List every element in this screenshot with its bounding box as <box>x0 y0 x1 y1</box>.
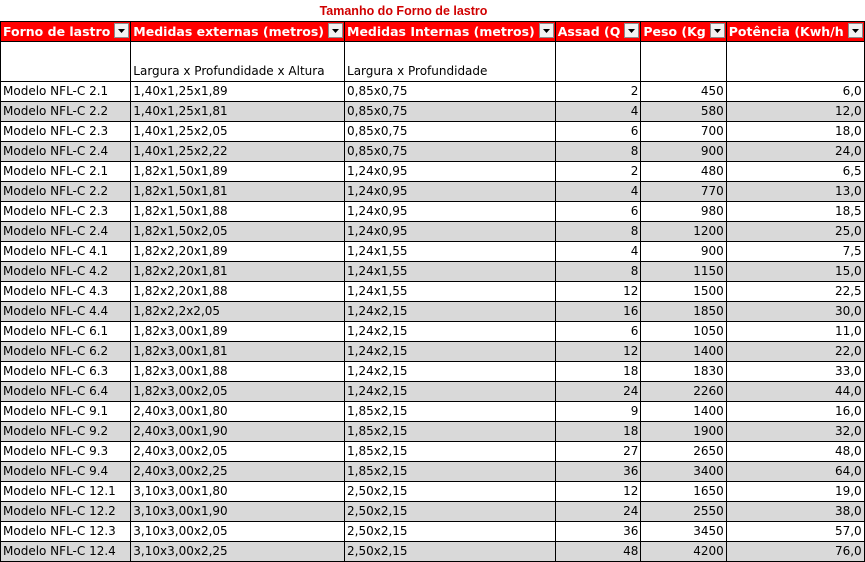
header-assadeiras: Assad (Q <box>555 22 641 42</box>
table-row <box>1 202 865 222</box>
table-row <box>1 382 865 402</box>
model-cell[interactable]: Modelo NFL-C 9.4 <box>1 462 131 482</box>
subheader-internal[interactable]: Largura x Profundidade <box>345 42 556 82</box>
internal-cell[interactable]: 1,85x2,15 <box>345 422 556 442</box>
peso-cell[interactable]: 900 <box>641 142 726 162</box>
external-cell[interactable]: 3,10x3,00x1,80 <box>131 482 345 502</box>
potencia-cell[interactable]: 13,0 <box>726 182 864 202</box>
model-cell[interactable]: Modelo NFL-C 6.3 <box>1 362 131 382</box>
table-row <box>1 82 865 102</box>
model-cell[interactable]: Modelo NFL-C 12.2 <box>1 502 131 522</box>
assad-cell[interactable]: 24 <box>555 502 641 522</box>
potencia-cell[interactable]: 32,0 <box>726 422 864 442</box>
model-cell[interactable]: Modelo NFL-C 6.1 <box>1 322 131 342</box>
peso-cell[interactable]: 2260 <box>641 382 726 402</box>
assad-cell[interactable]: 6 <box>555 122 641 142</box>
potencia-cell[interactable]: 57,0 <box>726 522 864 542</box>
header-potencia: Potência (Kwh/h <box>726 22 864 42</box>
table-row <box>1 262 865 282</box>
peso-cell[interactable]: 3400 <box>641 462 726 482</box>
assad-cell[interactable]: 2 <box>555 162 641 182</box>
internal-cell[interactable]: 1,24x0,95 <box>345 182 556 202</box>
internal-cell[interactable]: 1,24x2,15 <box>345 322 556 342</box>
table-row <box>1 282 865 302</box>
peso-cell[interactable]: 2650 <box>641 442 726 462</box>
potencia-cell[interactable]: 6,0 <box>726 82 864 102</box>
forno-table <box>0 21 865 562</box>
potencia-cell[interactable]: 12,0 <box>726 102 864 122</box>
internal-cell[interactable]: 0,85x0,75 <box>345 102 556 122</box>
table-row <box>1 422 865 442</box>
potencia-cell[interactable]: 6,5 <box>726 162 864 182</box>
model-cell[interactable]: Modelo NFL-C 4.4 <box>1 302 131 322</box>
assad-cell[interactable]: 8 <box>555 142 641 162</box>
peso-cell[interactable]: 1900 <box>641 422 726 442</box>
model-cell[interactable]: Modelo NFL-C 2.3 <box>1 122 131 142</box>
potencia-cell[interactable]: 22,5 <box>726 282 864 302</box>
table-row <box>1 102 865 122</box>
peso-cell[interactable]: 2550 <box>641 502 726 522</box>
potencia-cell[interactable]: 76,0 <box>726 542 864 562</box>
internal-cell[interactable]: 1,24x0,95 <box>345 162 556 182</box>
assad-cell[interactable]: 4 <box>555 242 641 262</box>
model-cell[interactable]: Modelo NFL-C 2.4 <box>1 142 131 162</box>
potencia-cell[interactable]: 38,0 <box>726 502 864 522</box>
table-row <box>1 302 865 322</box>
model-cell[interactable]: Modelo NFL-C 4.2 <box>1 262 131 282</box>
model-cell[interactable]: Modelo NFL-C 6.4 <box>1 382 131 402</box>
table-row <box>1 462 865 482</box>
header-forno: Forno de lastro <box>1 22 131 42</box>
assad-cell[interactable]: 9 <box>555 402 641 422</box>
external-cell[interactable]: 1,82x3,00x1,88 <box>131 362 345 382</box>
table-row <box>1 122 865 142</box>
peso-cell[interactable]: 1150 <box>641 262 726 282</box>
external-cell[interactable]: 2,40x3,00x2,25 <box>131 462 345 482</box>
table-row <box>1 322 865 342</box>
peso-cell[interactable]: 1500 <box>641 282 726 302</box>
internal-cell[interactable]: 1,24x1,55 <box>345 282 556 302</box>
internal-cell[interactable]: 1,24x0,95 <box>345 202 556 222</box>
peso-cell[interactable]: 1650 <box>641 482 726 502</box>
potencia-cell[interactable]: 19,0 <box>726 482 864 502</box>
potencia-cell[interactable]: 18,0 <box>726 122 864 142</box>
potencia-cell[interactable]: 30,0 <box>726 302 864 322</box>
model-cell[interactable]: Modelo NFL-C 9.1 <box>1 402 131 422</box>
external-cell[interactable]: 1,82x3,00x2,05 <box>131 382 345 402</box>
model-cell[interactable]: Modelo NFL-C 4.3 <box>1 282 131 302</box>
potencia-cell[interactable]: 7,5 <box>726 242 864 262</box>
peso-cell[interactable]: 1400 <box>641 402 726 422</box>
external-cell[interactable]: 2,40x3,00x1,90 <box>131 422 345 442</box>
peso-cell[interactable]: 450 <box>641 82 726 102</box>
assad-cell[interactable]: 18 <box>555 422 641 442</box>
external-cell[interactable]: 1,40x1,25x2,05 <box>131 122 345 142</box>
potencia-cell[interactable]: 44,0 <box>726 382 864 402</box>
table-row <box>1 242 865 262</box>
internal-cell[interactable]: 2,50x2,15 <box>345 482 556 502</box>
table-row <box>1 342 865 362</box>
internal-cell[interactable]: 1,24x1,55 <box>345 242 556 262</box>
cell[interactable] <box>1 42 131 82</box>
peso-cell[interactable]: 3450 <box>641 522 726 542</box>
peso-cell[interactable]: 1050 <box>641 322 726 342</box>
peso-cell[interactable]: 480 <box>641 162 726 182</box>
sheet-title: Tamanho do Forno de lastro <box>319 4 488 18</box>
internal-cell[interactable]: 1,24x2,15 <box>345 382 556 402</box>
peso-cell[interactable]: 980 <box>641 202 726 222</box>
external-cell[interactable]: 3,10x3,00x2,25 <box>131 542 345 562</box>
table-row <box>1 482 865 502</box>
peso-cell[interactable]: 770 <box>641 182 726 202</box>
internal-cell[interactable]: 2,50x2,15 <box>345 542 556 562</box>
assad-cell[interactable]: 48 <box>555 542 641 562</box>
potencia-cell[interactable]: 18,5 <box>726 202 864 222</box>
external-cell[interactable]: 1,82x1,50x1,81 <box>131 182 345 202</box>
potencia-cell[interactable]: 33,0 <box>726 362 864 382</box>
potencia-cell[interactable]: 25,0 <box>726 222 864 242</box>
internal-cell[interactable]: 2,50x2,15 <box>345 502 556 522</box>
internal-cell[interactable]: 1,85x2,15 <box>345 462 556 482</box>
header-medidas-internas: Medidas Internas (metros) <box>345 22 556 42</box>
internal-cell[interactable]: 1,24x2,15 <box>345 362 556 382</box>
table-row <box>1 162 865 182</box>
cell[interactable] <box>555 42 641 82</box>
dropdown-arrow-icon <box>628 29 635 33</box>
internal-cell[interactable]: 1,24x2,15 <box>345 342 556 362</box>
table-row <box>1 222 865 242</box>
filter-potencia-button[interactable] <box>848 23 863 38</box>
peso-cell[interactable]: 700 <box>641 122 726 142</box>
dropdown-arrow-icon <box>543 29 550 33</box>
assad-cell[interactable]: 2 <box>555 82 641 102</box>
model-cell[interactable]: Modelo NFL-C 12.4 <box>1 542 131 562</box>
potencia-cell[interactable]: 11,0 <box>726 322 864 342</box>
subheader-external[interactable]: Largura x Profundidade x Altura <box>131 42 345 82</box>
external-cell[interactable]: 1,82x3,00x1,81 <box>131 342 345 362</box>
peso-cell[interactable]: 4200 <box>641 542 726 562</box>
external-cell[interactable]: 1,82x3,00x1,89 <box>131 322 345 342</box>
model-cell[interactable]: Modelo NFL-C 12.3 <box>1 522 131 542</box>
model-cell[interactable]: Modelo NFL-C 4.1 <box>1 242 131 262</box>
assad-cell[interactable]: 4 <box>555 102 641 122</box>
internal-cell[interactable]: 1,24x0,95 <box>345 222 556 242</box>
external-cell[interactable]: 1,82x2,20x1,89 <box>131 242 345 262</box>
assad-cell[interactable]: 4 <box>555 182 641 202</box>
assad-cell[interactable]: 18 <box>555 362 641 382</box>
assad-cell[interactable]: 36 <box>555 462 641 482</box>
peso-cell[interactable]: 1850 <box>641 302 726 322</box>
model-cell[interactable]: Modelo NFL-C 2.1 <box>1 162 131 182</box>
potencia-cell[interactable]: 64,0 <box>726 462 864 482</box>
subheader-row <box>1 42 865 82</box>
model-cell[interactable]: Modelo NFL-C 2.4 <box>1 222 131 242</box>
header-medidas-externas: Medidas externas (metros) <box>131 22 345 42</box>
assad-cell[interactable]: 6 <box>555 202 641 222</box>
internal-cell[interactable]: 1,85x2,15 <box>345 402 556 422</box>
model-cell[interactable]: Modelo NFL-C 9.2 <box>1 422 131 442</box>
peso-cell[interactable]: 1200 <box>641 222 726 242</box>
potencia-cell[interactable]: 15,0 <box>726 262 864 282</box>
table-row <box>1 402 865 422</box>
table-row <box>1 522 865 542</box>
external-cell[interactable]: 1,40x1,25x1,89 <box>131 82 345 102</box>
external-cell[interactable]: 1,40x1,25x2,22 <box>131 142 345 162</box>
external-cell[interactable]: 3,10x3,00x1,90 <box>131 502 345 522</box>
table-row <box>1 502 865 522</box>
external-cell[interactable]: 2,40x3,00x1,80 <box>131 402 345 422</box>
filter-peso-button[interactable] <box>710 23 725 38</box>
assad-cell[interactable]: 24 <box>555 382 641 402</box>
internal-cell[interactable]: 2,50x2,15 <box>345 522 556 542</box>
cell[interactable] <box>726 42 864 82</box>
potencia-cell[interactable]: 24,0 <box>726 142 864 162</box>
internal-cell[interactable]: 0,85x0,75 <box>345 82 556 102</box>
model-cell[interactable]: Modelo NFL-C 2.2 <box>1 182 131 202</box>
external-cell[interactable]: 1,40x1,25x1,81 <box>131 102 345 122</box>
filter-internas-button[interactable] <box>539 23 554 38</box>
external-cell[interactable]: 1,82x1,50x1,88 <box>131 202 345 222</box>
potencia-cell[interactable]: 48,0 <box>726 442 864 462</box>
model-cell[interactable]: Modelo NFL-C 9.3 <box>1 442 131 462</box>
model-cell[interactable]: Modelo NFL-C 2.1 <box>1 82 131 102</box>
external-cell[interactable]: 1,82x2,2x2,05 <box>131 302 345 322</box>
dropdown-arrow-icon <box>714 29 721 33</box>
model-cell[interactable]: Modelo NFL-C 2.2 <box>1 102 131 122</box>
dropdown-arrow-icon <box>118 29 125 33</box>
table-row <box>1 142 865 162</box>
assad-cell[interactable]: 6 <box>555 322 641 342</box>
header-row <box>1 22 865 42</box>
external-cell[interactable]: 1,82x1,50x2,05 <box>131 222 345 242</box>
assad-cell[interactable]: 36 <box>555 522 641 542</box>
internal-cell[interactable]: 0,85x0,75 <box>345 142 556 162</box>
model-cell[interactable]: Modelo NFL-C 6.2 <box>1 342 131 362</box>
potencia-cell[interactable]: 22,0 <box>726 342 864 362</box>
model-cell[interactable]: Modelo NFL-C 2.3 <box>1 202 131 222</box>
internal-cell[interactable]: 1,24x2,15 <box>345 302 556 322</box>
table-row <box>1 542 865 562</box>
filter-externas-button[interactable] <box>328 23 343 38</box>
assad-cell[interactable]: 8 <box>555 222 641 242</box>
table-row <box>1 442 865 462</box>
assad-cell[interactable]: 27 <box>555 442 641 462</box>
assad-cell[interactable]: 12 <box>555 282 641 302</box>
external-cell[interactable]: 3,10x3,00x2,05 <box>131 522 345 542</box>
assad-cell[interactable]: 16 <box>555 302 641 322</box>
table-row <box>1 362 865 382</box>
assad-cell[interactable]: 12 <box>555 342 641 362</box>
assad-cell[interactable]: 8 <box>555 262 641 282</box>
dropdown-arrow-icon <box>852 29 859 33</box>
filter-assad-button[interactable] <box>624 23 639 38</box>
model-cell[interactable]: Modelo NFL-C 12.1 <box>1 482 131 502</box>
external-cell[interactable]: 1,82x2,20x1,88 <box>131 282 345 302</box>
internal-cell[interactable]: 1,85x2,15 <box>345 442 556 462</box>
dropdown-arrow-icon <box>332 29 339 33</box>
potencia-cell[interactable]: 16,0 <box>726 402 864 422</box>
peso-cell[interactable]: 1830 <box>641 362 726 382</box>
internal-cell[interactable]: 1,24x1,55 <box>345 262 556 282</box>
cell[interactable] <box>641 42 726 82</box>
external-cell[interactable]: 1,82x1,50x1,89 <box>131 162 345 182</box>
table-row <box>1 182 865 202</box>
filter-forno-button[interactable] <box>114 23 129 38</box>
peso-cell[interactable]: 900 <box>641 242 726 262</box>
internal-cell[interactable]: 0,85x0,75 <box>345 122 556 142</box>
external-cell[interactable]: 2,40x3,00x2,05 <box>131 442 345 462</box>
external-cell[interactable]: 1,82x2,20x1,81 <box>131 262 345 282</box>
peso-cell[interactable]: 1400 <box>641 342 726 362</box>
header-peso: Peso (Kg <box>641 22 726 42</box>
assad-cell[interactable]: 12 <box>555 482 641 502</box>
peso-cell[interactable]: 580 <box>641 102 726 122</box>
